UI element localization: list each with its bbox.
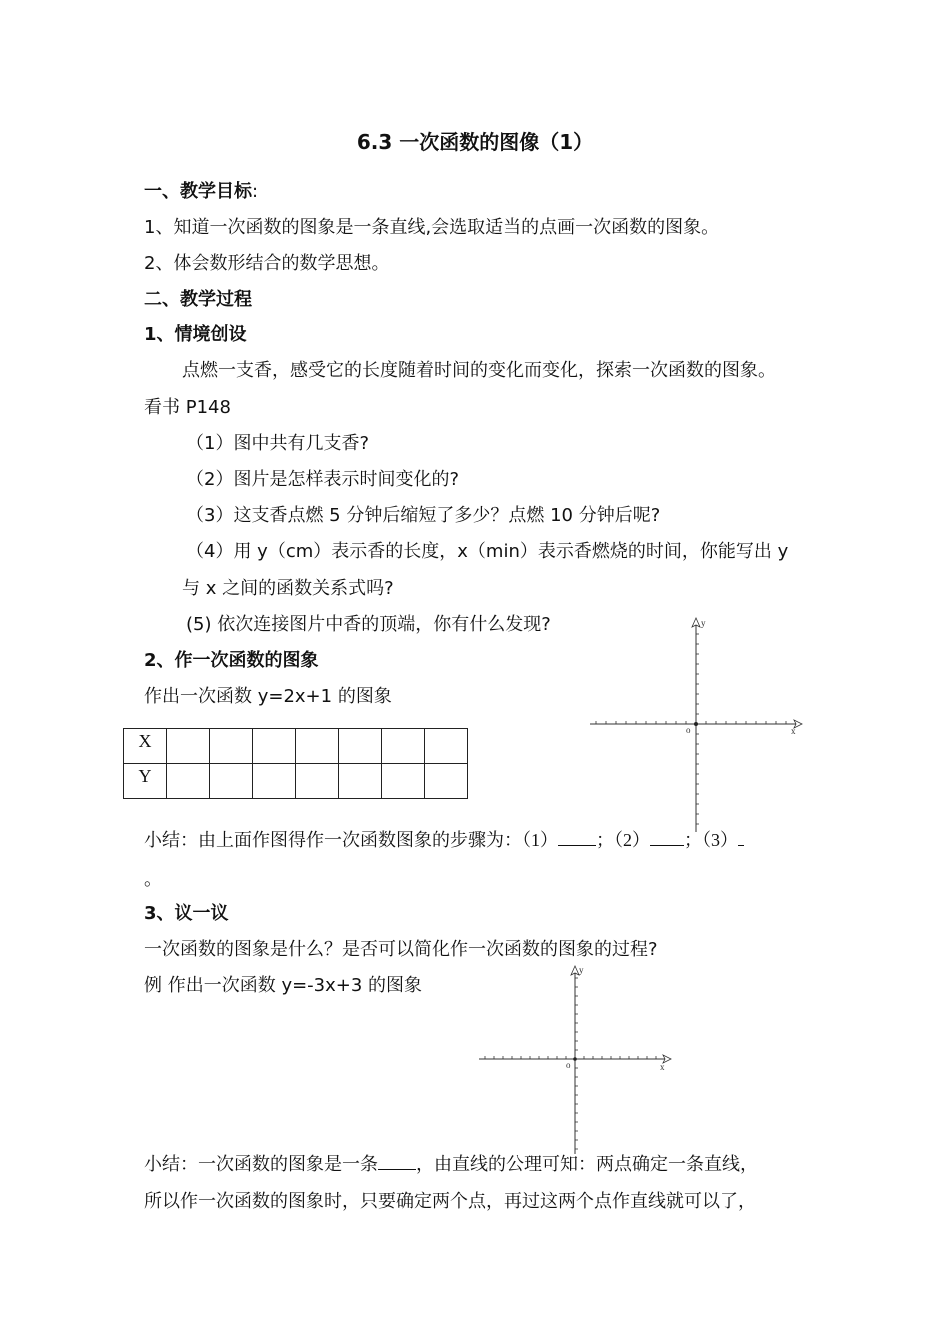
part-3-summary-line-2: 所以作一次函数的图象时，只要确定两个点，再过这两个点作直线就可以了， [144,1191,756,1212]
page-title: 6.3 一次函数的图像（1） [356,130,594,154]
value-table [123,728,468,799]
origin-label: o [686,725,691,735]
table-cell[interactable] [425,764,468,799]
coordinate-axes-1 [580,610,810,835]
question-4-line-1: （4）用 y（cm）表示香的长度，x（min）表示香燃烧的时间，你能写出 y [186,541,789,562]
question-2: （2）图片是怎样表示时间变化的? [186,469,460,490]
coordinate-axes-2 [474,958,679,1156]
part-2-heading: 2、作一次函数的图象 [144,650,319,671]
table-cell[interactable] [210,729,253,764]
table-cell[interactable] [382,729,425,764]
section-1-heading [144,180,258,204]
part-2-task: 作出一次函数 y=2x+1 的图象 [144,686,392,707]
origin-label: o [566,1060,571,1070]
table-header-y: Y [124,764,167,799]
table-row-x [124,729,468,764]
scenario-paragraph-line-2: 看书 P148 [144,397,231,418]
section-2-heading: 二、教学过程 [144,289,252,310]
table-cell[interactable] [167,729,210,764]
y-axis-label: y [579,965,584,975]
question-5: (5) 依次连接图片中香的顶端，你有什么发现? [186,614,551,635]
question-4-line-2: 与 x 之间的函数关系式吗? [182,578,394,599]
table-cell[interactable] [425,729,468,764]
summary-blank[interactable] [378,1153,416,1170]
step-2-label: （2） [614,830,650,850]
table-cell[interactable] [210,764,253,799]
origin-dot [694,722,698,726]
table-cell[interactable] [339,764,382,799]
origin-dot [573,1057,577,1061]
table-cell[interactable] [382,764,425,799]
y-axis-label: y [701,618,706,628]
table-cell[interactable] [253,764,296,799]
section-1-colon: : [252,181,259,202]
table-header-x: X [124,729,167,764]
part-2-summary [144,828,744,853]
table-cell[interactable] [296,764,339,799]
section-1-heading-text: 一、教学目标 [144,181,252,202]
table-cell[interactable] [296,729,339,764]
summary-lead: 小结：由上面作图得作一次函数图象的步骤为： [144,830,522,851]
question-3: （3）这支香点燃 5 分钟后缩短了多少？点燃 10 分钟后呢? [186,505,661,526]
goal-1: 1、知道一次函数的图象是一条直线,会选取适当的点画一次函数的图象。 [144,217,720,238]
question-1: （1）图中共有几支香? [186,433,370,454]
summary-text-b: ，由直线的公理可知：两点确定一条直线， [416,1154,758,1175]
step-3-label: （3） [702,830,738,850]
table-row-y [124,764,468,799]
separator: ； [596,830,614,851]
step-2-blank[interactable] [650,829,684,846]
separator: ； [684,830,702,851]
goal-2: 2、体会数形结合的数学思想。 [144,253,390,274]
example-task: 例 作出一次函数 y=-3x+3 的图象 [144,975,423,996]
part-3-heading: 3、议一议 [144,903,229,924]
x-axis-label: x [660,1062,665,1072]
part-3-summary-line-1 [144,1153,758,1177]
part-1-heading: 1、情境创设 [144,324,247,345]
x-axis-label: x [791,726,796,736]
step-1-label: （1） [522,830,558,850]
step-1-blank[interactable] [558,829,596,846]
summary-end-mark: 。 [144,869,162,890]
step-3-blank[interactable] [738,829,744,846]
scenario-paragraph-line-1: 点燃一支香，感受它的长度随着时间的变化而变化，探索一次函数的图象。 [182,360,776,381]
part-3-question: 一次函数的图象是什么？是否可以简化作一次函数的图象的过程? [144,939,658,960]
table-cell[interactable] [339,729,382,764]
table-cell[interactable] [253,729,296,764]
summary-text-a: 小结：一次函数的图象是一条 [144,1154,378,1175]
table-cell[interactable] [167,764,210,799]
